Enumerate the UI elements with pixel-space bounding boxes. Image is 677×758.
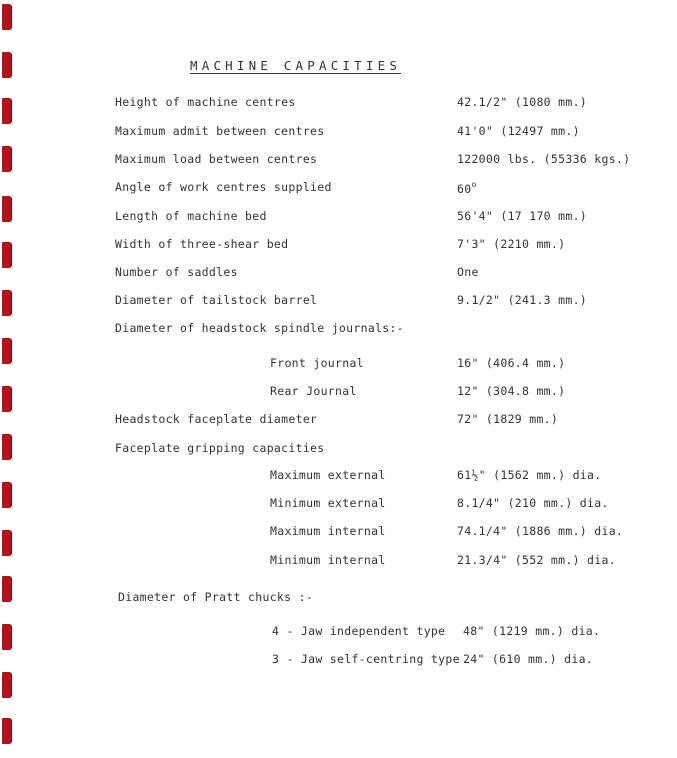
gripping-row	[0, 524, 677, 544]
spec-value: 41'0" (12497 mm.)	[457, 124, 580, 138]
gripping-row	[0, 468, 677, 488]
faceplate-gripping-heading: Faceplate gripping capacities	[115, 441, 325, 455]
binding-hole	[2, 52, 11, 78]
gripping-label: Maximum internal	[270, 524, 386, 538]
spec-value: 122000 lbs. (55336 kgs.)	[457, 152, 631, 166]
spec-label: Angle of work centres supplied	[115, 180, 332, 194]
spec-label: Headstock faceplate diameter	[115, 412, 318, 426]
gripping-value: 74.1/4" (1886 mm.) dia.	[457, 524, 624, 538]
chucks-heading: Diameter of Pratt chucks :-	[118, 590, 314, 604]
chuck-label: 3 - Jaw self-centring type	[272, 652, 460, 666]
spec-label: Diameter of headstock spindle journals:-	[115, 321, 404, 335]
spec-row	[0, 237, 677, 257]
chuck-row	[0, 624, 677, 644]
journal-value: 12" (304.8 mm.)	[457, 384, 566, 398]
journal-row	[0, 384, 677, 404]
chuck-value: 24" (610 mm.) dia.	[463, 652, 594, 666]
gripping-value: 21.3/4" (552 mm.) dia.	[457, 553, 616, 567]
spec-label: Diameter of tailstock barrel	[115, 293, 318, 307]
gripping-label: Minimum external	[270, 496, 386, 510]
spec-row	[0, 180, 677, 200]
journal-label: Rear Journal	[270, 384, 357, 398]
gripping-label: Minimum internal	[270, 553, 386, 567]
degree-mark: o	[471, 180, 477, 189]
section-heading-row	[0, 590, 677, 610]
page-title: MACHINE CAPACITIES	[190, 58, 402, 73]
journal-label: Front journal	[270, 356, 364, 370]
chuck-row	[0, 652, 677, 672]
gripping-row	[0, 553, 677, 573]
binding-hole	[2, 4, 11, 30]
spec-row	[0, 412, 677, 432]
chuck-label: 4 - Jaw independent type	[272, 624, 446, 638]
gripping-row	[0, 496, 677, 516]
spec-row	[0, 124, 677, 144]
spec-value: 7'3" (2210 mm.)	[457, 237, 566, 251]
spec-label: Length of machine bed	[115, 209, 267, 223]
spec-row	[0, 209, 677, 229]
journal-row	[0, 356, 677, 376]
journal-value: 16" (406.4 mm.)	[457, 356, 566, 370]
spec-label: Width of three-shear bed	[115, 237, 289, 251]
spec-value: 42.1/2" (1080 mm.)	[457, 95, 588, 109]
spec-row	[0, 95, 677, 115]
binding-hole	[2, 672, 11, 698]
gripping-value: 61½" (1562 mm.) dia.	[457, 468, 602, 482]
spec-label: Maximum admit between centres	[115, 124, 325, 138]
spec-value: 72" (1829 mm.)	[457, 412, 559, 426]
spec-value: One	[457, 265, 479, 279]
gripping-label: Maximum external	[270, 468, 386, 482]
spec-row	[0, 152, 677, 172]
gripping-value: 8.1/4" (210 mm.) dia.	[457, 496, 609, 510]
spec-value	[457, 180, 477, 196]
spec-row	[0, 293, 677, 313]
spec-row	[0, 321, 677, 341]
angle-value: 60	[457, 182, 472, 196]
binding-hole	[2, 718, 11, 744]
spec-row	[0, 265, 677, 285]
spec-value: 56'4" (17 170 mm.)	[457, 209, 588, 223]
section-heading-row	[0, 441, 677, 461]
spec-label: Height of machine centres	[115, 95, 296, 109]
spec-label: Number of saddles	[115, 265, 238, 279]
chuck-value: 48" (1219 mm.) dia.	[463, 624, 601, 638]
spec-label: Maximum load between centres	[115, 152, 318, 166]
spec-value: 9.1/2" (241.3 mm.)	[457, 293, 588, 307]
